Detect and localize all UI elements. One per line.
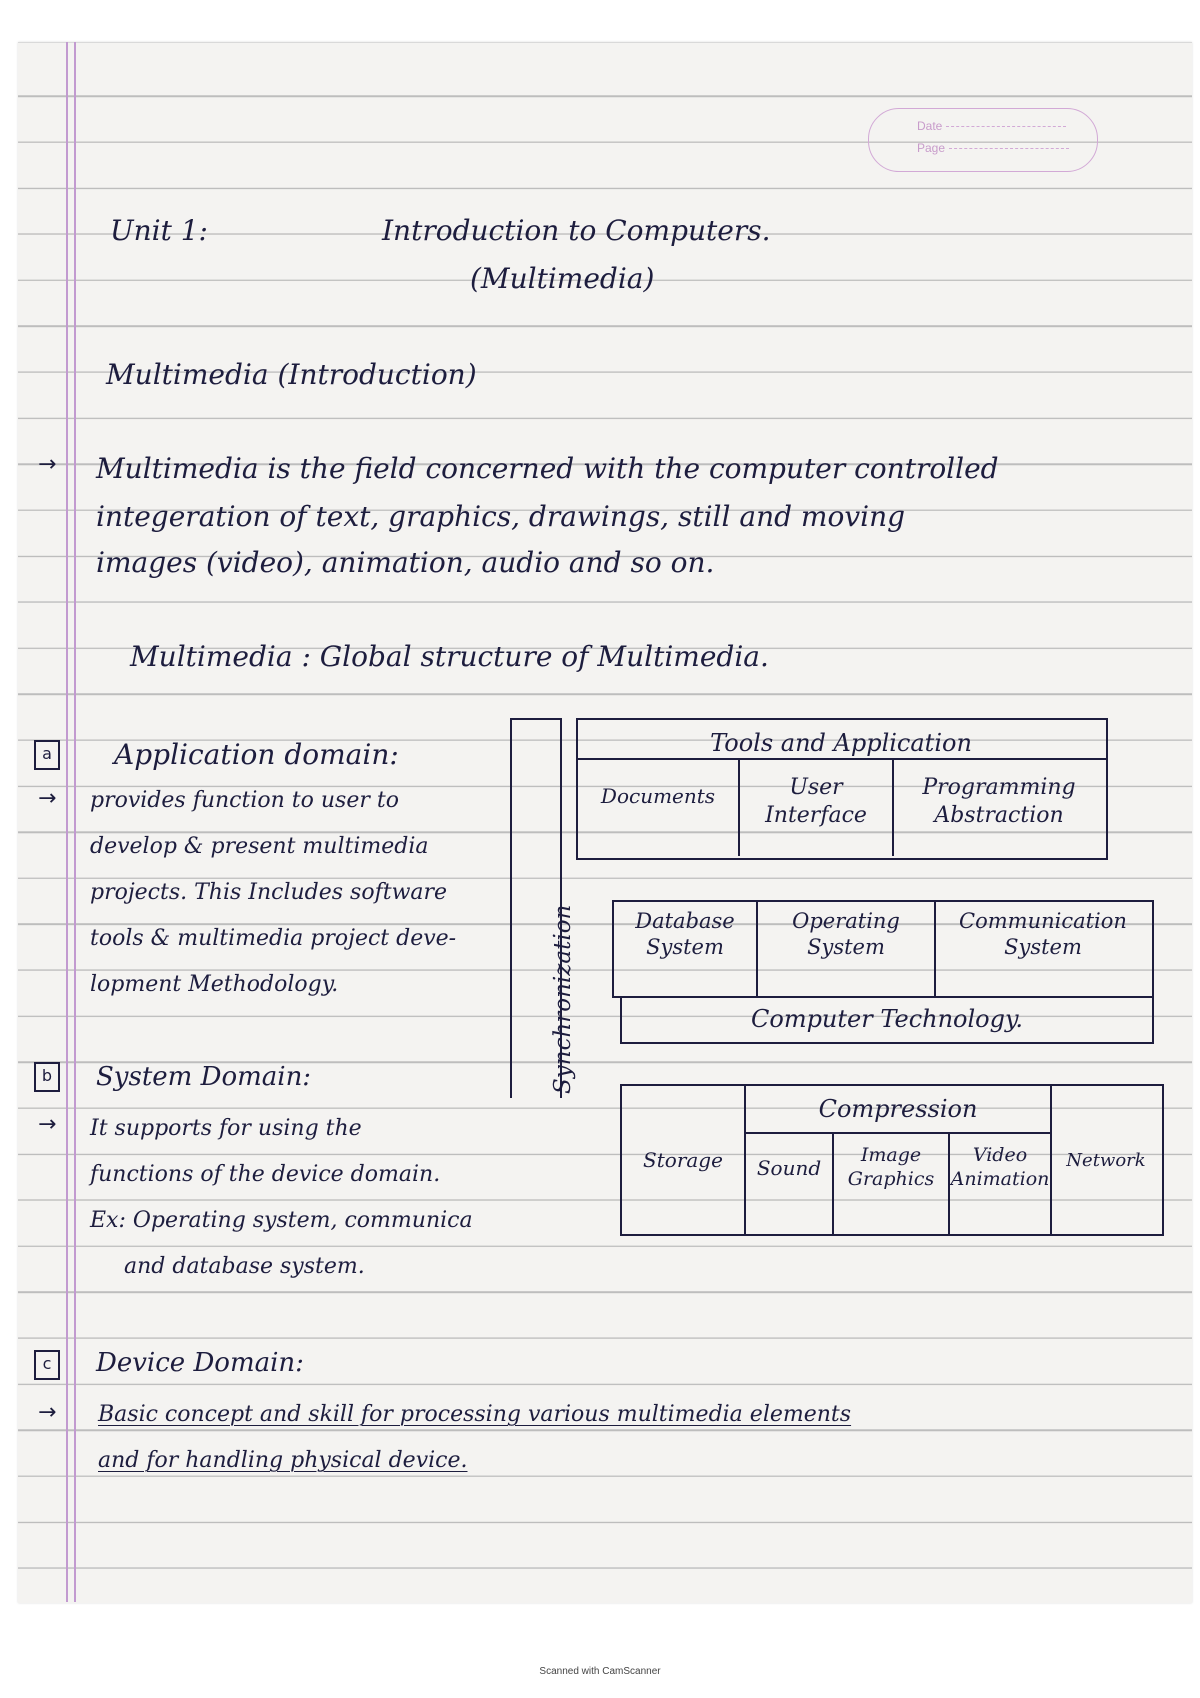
page-title: Introduction to Computers.	[382, 214, 771, 247]
date-label: Date	[917, 119, 943, 133]
system-cell-database: Database System	[635, 909, 735, 960]
definition-line: Multimedia is the field concerned with the computer controlled	[96, 452, 999, 485]
device-domain-line: Basic concept and skill for processing various multimedia elements	[98, 1402, 852, 1427]
device-cell-video-animation: Video Animation	[950, 1144, 1050, 1190]
tools-header: Tools and Application	[710, 729, 972, 757]
system-cell-communication: Communication System	[959, 909, 1127, 960]
application-domain-heading: Application domain:	[114, 738, 399, 771]
application-domain-line: develop & present multimedia	[90, 834, 429, 859]
scanner-watermark: Scanned with CamScanner	[539, 1666, 661, 1677]
page-label: Page	[917, 141, 946, 155]
marker-c: c	[34, 1350, 60, 1380]
sync-column-line	[510, 718, 562, 720]
arrow-icon: →	[38, 1112, 57, 1137]
device-domain-heading: Device Domain:	[96, 1348, 304, 1378]
margin-line	[66, 42, 68, 1602]
margin-line	[74, 42, 76, 1602]
system-domain-line: It supports for using the	[90, 1116, 362, 1141]
compression-divider	[744, 1132, 1050, 1134]
application-domain-line: provides function to user to	[90, 788, 399, 813]
marker-b: b	[34, 1062, 60, 1092]
tools-cell-documents: Documents	[600, 784, 716, 808]
computer-technology-label: Computer Technology.	[751, 1005, 1023, 1033]
application-domain-line: tools & multimedia project deve-	[90, 926, 457, 951]
device-cell-network: Network	[1066, 1150, 1146, 1171]
sync-column-line	[510, 718, 512, 1098]
tools-cell-programming-abstraction: Programming Abstraction	[922, 775, 1076, 828]
system-domain-heading: System Domain:	[96, 1062, 312, 1092]
application-domain-line: projects. This Includes software	[90, 880, 448, 905]
page-subtitle: (Multimedia)	[470, 262, 655, 295]
definition-line: images (video), animation, audio and so on.	[96, 546, 715, 579]
device-cell-sound: Sound	[756, 1156, 822, 1180]
synchronization-label: Synchronization	[550, 904, 576, 1094]
date-page-stamp	[868, 108, 1098, 172]
arrow-icon: →	[38, 452, 57, 477]
device-domain-line: and for handling physical device.	[98, 1448, 468, 1473]
arrow-icon: →	[38, 1400, 57, 1425]
structure-title: Multimedia : Global structure of Multimedia.	[130, 640, 769, 673]
marker-a: a	[34, 740, 60, 770]
tools-header-divider	[576, 758, 1106, 760]
system-cell-operating: Operating System	[792, 909, 900, 960]
device-top-line	[620, 1084, 1162, 1086]
definition-line: integeration of text, graphics, drawings, still and moving	[96, 500, 906, 533]
tools-cell-user-interface: User Interface	[765, 775, 867, 828]
compression-header: Compression	[818, 1095, 978, 1123]
system-domain-line: Ex: Operating system, communica	[90, 1208, 473, 1233]
unit-label: Unit 1:	[110, 214, 208, 247]
device-cell-image-graphics: Image Graphics	[847, 1144, 935, 1190]
system-domain-line: functions of the device domain.	[90, 1162, 441, 1187]
arrow-icon: →	[38, 786, 57, 811]
system-domain-line: and database system.	[124, 1254, 365, 1279]
device-cell-storage: Storage	[643, 1148, 723, 1172]
application-domain-line: lopment Methodology.	[90, 972, 339, 997]
section-title: Multimedia (Introduction)	[106, 358, 477, 391]
